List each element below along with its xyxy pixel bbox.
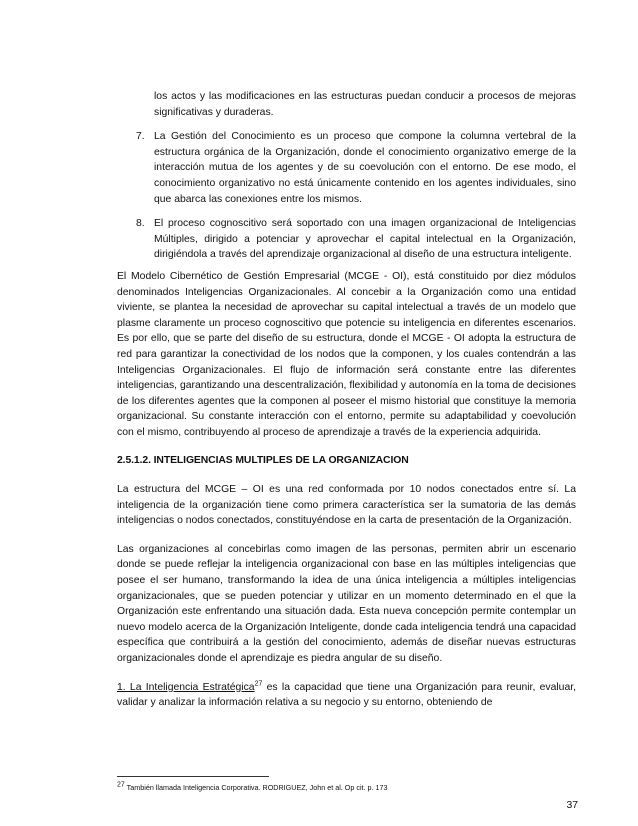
- paragraph-structure: La estructura del MCGE – OI es una red conformada por 10 nodos conectados entre sí. La inteligencia de la organización tiene como primera característica ser la sumatoria de las demás inteligencias o nodos conectados, constituyéndose en la carta de presentación de la Organización.: [117, 484, 576, 527]
- list-item-7: [117, 129, 576, 207]
- list-item-8: [117, 216, 576, 263]
- list-item-text: La Gestión del Conocimiento es un proceso que compone la columna vertebral de la estructura orgánica de la Organización, donde el conocimiento organizativo emerge de la interacción mutua de los agentes y de su coevolución con el entorno. De ese modo, el conocimiento organizativo no está únicamente contenido en los agentes individuales, sino que abarca las conexiones entre los mismos.: [154, 131, 576, 205]
- footnote-ref: 27: [254, 680, 263, 688]
- list-continuation: los actos y las modificaciones en las estructuras puedan conducir a procesos de mejoras significativas y duraderas.: [154, 91, 576, 118]
- footnote: [117, 783, 388, 793]
- footnote-number: 27: [117, 781, 125, 789]
- body-text: [117, 89, 576, 711]
- paragraph-strategic: [117, 680, 576, 711]
- strategic-label: 1. La Inteligencia Estratégica: [117, 681, 255, 693]
- section-heading: 2.5.1.2. INTELIGENCIAS MULTIPLES DE LA ORGANIZACION: [117, 455, 409, 467]
- paragraph-mcge: El Modelo Cibernético de Gestión Empresarial (MCGE - OI), está constituido por diez módulos denominados Inteligencias Organizacionales. Al concebir a la Organización como una entidad viviente, se plantea la necesidad de aprovechar su capital intelectual a través de un modelo que plasme claramente un proceso cognoscitivo que potencie su inteligencia en diferentes escenarios. Es por ello, que se parte del diseño de su estructura, donde el MCGE - OI adopta la estructura de red para garantizar la conectividad de los nodos que la componen, y los cuales contendrán a las Inteligencias Organizacionales. El flujo de información será constante entre las diferentes inteligencias, garantizando una descentralización, flexibilidad y autonomía en la toma de decisiones de los diferentes agentes que la componen al poseer el mismo historial que constituye la memoria organizacional. Su constante interacción con el entorno, permite su adaptabilidad y coevolución con el mismo, contribuyendo al proceso de aprendizaje a través de la experiencia adquirida.: [117, 270, 576, 438]
- paragraph-image: Las organizaciones al concebirlas como imagen de las personas, permiten abrir un escenario donde se puede reflejar la inteligencia organizacional con base en las múltiples inteligencias que posee el ser humano, transformando la idea de una única inteligencia a múltiples inteligencias organizacionales, que se pueden potenciar y utilizar en un momento determinado en el que la Organización este enfrentando una situación dada. Esta nueva concepción permite contemplar un nuevo modelo acerca de la Organización Inteligente, donde cada inteligencia tendrá una capacidad específica que contribuirá a la gestión del conocimiento, además de diseñar nuevas estructuras organizacionales donde el aprendizaje es piedra angular de su diseño.: [117, 543, 576, 664]
- list-number: 8.: [136, 218, 145, 230]
- list-number: 7.: [136, 131, 145, 143]
- page-number: 37: [566, 800, 578, 811]
- strategic-text: es la capacidad que tiene una Organización para reunir, evaluar, validar y analizar la información relativa a su negocio y su entorno, obteniendo de: [117, 681, 576, 709]
- list-item-text: El proceso cognoscitivo será soportado con una imagen organizacional de Inteligencias Múltiples, dirigido a potenciar y aprovechar el capital intelectual en la Organización, dirigiéndola a través del aprendizaje organizacional al diseño de una estructura inteligente.: [154, 218, 576, 261]
- footnote-divider: [117, 776, 269, 777]
- footnote-text: También llamada Inteligencia Corporativa. RODRIGUEZ, John et al. Op cit. p. 173: [124, 783, 388, 792]
